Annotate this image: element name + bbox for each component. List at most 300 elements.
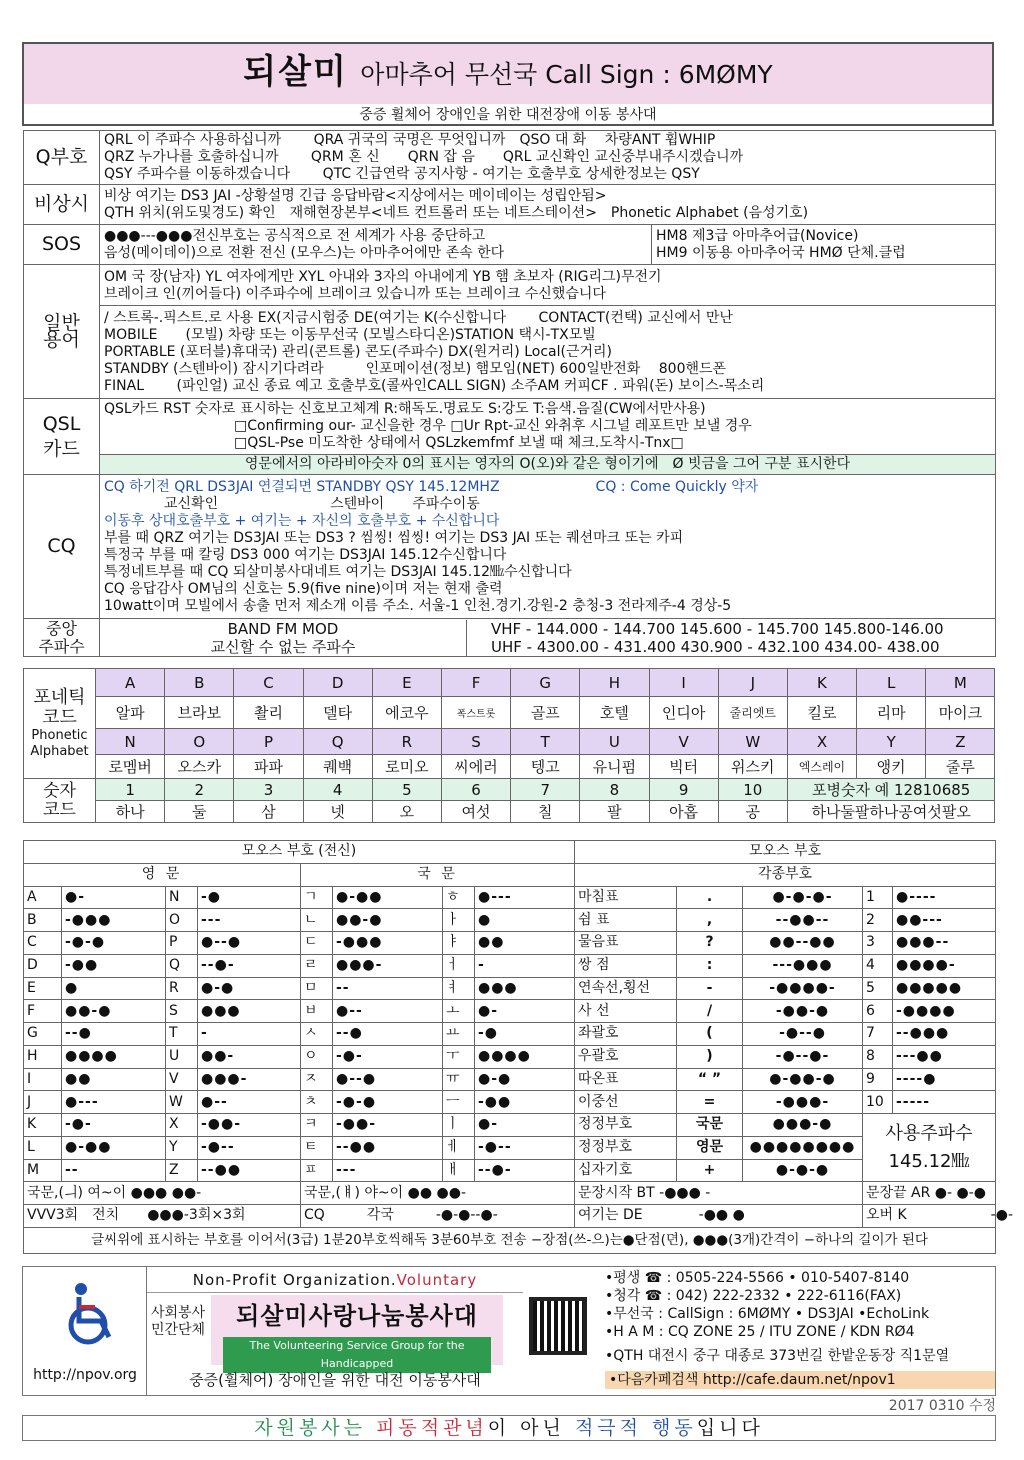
morse-symbol: 6 <box>863 1000 893 1023</box>
morse-symbol: 국문 <box>677 1114 743 1137</box>
phonetic-letter: N <box>96 729 165 755</box>
morse-misc-header: 각종부호 <box>575 863 996 886</box>
morse-extra-cell: 국문,(ㅢ) 여~이 ●●● ●●- <box>24 1182 301 1205</box>
morse-note-row <box>24 1227 996 1253</box>
qcode-line: QRL 이 주파수 사용하십니까 QRA 귀국의 국명은 무엇입니까 QSO 대 화 차량ANT 휩WHIP <box>104 132 716 148</box>
phonetic-letters-row <box>24 669 995 697</box>
revision-date: 2017 0310 수정 <box>888 1398 996 1414</box>
morse-code: ●●-● <box>62 1000 166 1023</box>
morse-code: -●-● <box>333 1091 443 1114</box>
sos-line: 음성(메이데이)으로 전환 전신 (모우스)는 아마추어에만 존속 한다 <box>104 244 505 261</box>
qsl-content <box>100 399 996 475</box>
morse-symbol: 1 <box>863 886 893 909</box>
phonetic-letter: J <box>718 669 787 697</box>
morse-symbol: : <box>677 954 743 977</box>
sos-label: SOS <box>24 225 100 265</box>
general-line: OM 국 장(남자) YL 여자에게만 XYL 아내와 3자의 아내에게 YB 햄 초보자 (RIG리그)무전기 <box>104 268 662 285</box>
morse-code: ●●-● <box>333 909 443 932</box>
sos-license <box>652 225 996 265</box>
morse-symbol: 사 선 <box>575 1000 677 1023</box>
morse-symbol: ㅜ <box>443 1045 475 1068</box>
morse-code: - <box>475 954 575 977</box>
qsl-note: 영문에서의 아라비아숫자 0의 표시는 영자의 O(오)와 같은 형이기에 Ø 빗금을 그어 구분 표시한다 <box>100 454 995 474</box>
morse-code: --- <box>333 1159 443 1182</box>
morse-code: ●● <box>62 1068 166 1091</box>
morse-code: ---●●● <box>743 954 863 977</box>
morse-symbol: P <box>166 932 198 955</box>
morse-symbol: ㅠ <box>443 1068 475 1091</box>
number-label-2: 코드 <box>43 799 76 820</box>
morse-symbol: Q <box>166 954 198 977</box>
phonetic-word: 인디아 <box>649 697 718 729</box>
phonetic-letter: I <box>649 669 718 697</box>
morse-code: -●●●● <box>893 1000 996 1023</box>
morse-row <box>24 886 996 909</box>
morse-symbol: ㅗ <box>443 1000 475 1023</box>
morse-code: --●- <box>198 954 301 977</box>
morse-symbol: 쌍 점 <box>575 954 677 977</box>
morse-symbol: K <box>24 1114 62 1137</box>
org-type <box>149 1305 207 1339</box>
phonetic-label-4: Alphabet <box>30 743 89 759</box>
morse-symbol: ㅊ <box>301 1091 333 1114</box>
number-digit: 5 <box>372 779 441 801</box>
morse-symbol: 쉼 표 <box>575 909 677 932</box>
morse-code: --● <box>62 1023 166 1046</box>
number-digit: 7 <box>511 779 580 801</box>
morse-symbol: ㄷ <box>301 932 333 955</box>
license-line: HM9 이동용 아마추어국 HMØ 단체.클럽 <box>656 244 906 261</box>
morse-symbol: V <box>166 1068 198 1091</box>
cq-line: 부를 때 QRZ 여기는 DS3JAI 또는 DS3 ? 씸씽! 씸씽! 여기는 DS3 JAI 또는 퀘션마크 또는 카피 <box>104 529 684 546</box>
morse-symbol: 좌괄호 <box>575 1023 677 1046</box>
morse-code: ●-- <box>333 1000 443 1023</box>
morse-code: -● <box>198 886 301 909</box>
morse-code: ●●●●● <box>893 977 996 1000</box>
morse-symbol: - <box>677 977 743 1000</box>
number-word: 하나 <box>96 801 165 823</box>
morse-table <box>23 840 1013 1254</box>
freq-row <box>24 619 996 657</box>
org-type-1: 사회봉사 <box>150 1305 206 1321</box>
morse-symbol: 십자기호 <box>575 1159 677 1182</box>
morse-code: ●-● <box>475 1068 575 1091</box>
npo-line <box>147 1267 523 1293</box>
morse-symbol: 따온표 <box>575 1068 677 1091</box>
morse-symbol: U <box>166 1045 198 1068</box>
phonetic-word: 유니펌 <box>580 755 649 779</box>
morse-extra-row <box>24 1182 996 1205</box>
morse-code: -●●● <box>333 932 443 955</box>
morse-symbol: 5 <box>863 977 893 1000</box>
morse-symbol: G <box>24 1023 62 1046</box>
number-words-row <box>24 801 995 823</box>
morse-symbol: ( <box>677 1023 743 1046</box>
phonetic-word: 알파 <box>96 697 165 729</box>
phonetic-word: 리마 <box>857 697 926 729</box>
morse-code: -●●●- <box>743 1091 863 1114</box>
morse-symbol: S <box>166 1000 198 1023</box>
morse-code: ●●●●- <box>893 954 996 977</box>
morse-symbol: , <box>677 909 743 932</box>
morse-symbol: ㅇ <box>301 1045 333 1068</box>
footer-box <box>22 1266 996 1396</box>
qsl-line: □QSL-Pse 미도착한 상태에서 QSLzkemfmf 보낼 때 체크.도착시-Tnx□ <box>234 434 684 451</box>
phonetic-letter: H <box>580 669 649 697</box>
freq-band-2: 교신할 수 없는 주파수 <box>210 637 356 656</box>
cq-line: CQ 응답감사 OM님의 신호는 5.9(five nine)이며 저는 현재 출력 <box>104 580 503 597</box>
morse-symbol: 우괄호 <box>575 1045 677 1068</box>
morse-symbol: M <box>24 1159 62 1182</box>
morse-symbol: 2 <box>863 909 893 932</box>
number-label-1: 숫자 <box>43 780 76 801</box>
phonetic-letter: B <box>165 669 234 697</box>
morse-symbol: ㅔ <box>443 1136 475 1159</box>
title-main: 되살미 <box>243 52 348 92</box>
org-line: 중증 휠체어 장애인을 위한 대전장애 이동 봉사대 <box>359 107 657 123</box>
contact-line: •H A M : CQ ZONE 25 / ITU ZONE / KDN RØ4 <box>605 1324 915 1340</box>
qcode-content <box>100 131 996 185</box>
general-content <box>100 265 996 399</box>
cafe-link[interactable]: •다음카페검색 http://cafe.daum.net/npov1 <box>605 1371 995 1389</box>
morse-extra-cell: 문장끝 AR ●- ●-● <box>863 1182 996 1205</box>
phonetic-table <box>23 668 995 823</box>
morse-code: -● <box>475 1023 575 1046</box>
cq-label: CQ <box>24 475 100 619</box>
morse-symbol: ㅓ <box>443 954 475 977</box>
morse-symbol: D <box>24 954 62 977</box>
morse-row <box>24 1159 996 1182</box>
morse-symbol: 7 <box>863 1023 893 1046</box>
phonetic-word: 골프 <box>511 697 580 729</box>
header-box <box>22 42 994 126</box>
contact-line: •평생 ☎ : 0505-224-5566 • 010-5407-8140 <box>605 1270 910 1286</box>
slogan-2: 피동적관념 <box>365 1417 488 1439</box>
morse-symbol: ㄹ <box>301 954 333 977</box>
morse-symbol: ㅎ <box>443 886 475 909</box>
morse-extra-cell: 문장시작 BT -●●● - <box>575 1182 863 1205</box>
number-word: 공 <box>718 801 787 823</box>
cq-line-1b: CQ : Come Quickly 약자 <box>595 478 759 495</box>
morse-code: ●●--●● <box>743 932 863 955</box>
qcode-line: QSY 주파수를 이동하겠습니다 QTC 긴급연락 공지사항 - 여기는 호출부호 상세한정보는 QSY <box>104 166 700 182</box>
morse-row <box>24 1023 996 1046</box>
morse-symbol: L <box>24 1136 62 1159</box>
morse-code: -- <box>333 977 443 1000</box>
phonetic-letter: Y <box>857 729 926 755</box>
qsl-label <box>24 399 100 475</box>
morse-code: ●--- <box>62 1091 166 1114</box>
morse-symbol: J <box>24 1091 62 1114</box>
morse-code: --●●● <box>893 1023 996 1046</box>
morse-code: --● <box>333 1023 443 1046</box>
number-word: 여섯 <box>441 801 510 823</box>
qsl-row <box>24 399 996 475</box>
morse-code: -●-- <box>198 1136 301 1159</box>
cq-line: 특정국 부를 때 칼링 DS3 000 여기는 DS3JAI 145.12수신합니다 <box>104 546 507 563</box>
phonetic-word: 호텔 <box>580 697 649 729</box>
morse-symbol: 3 <box>863 932 893 955</box>
number-digit: 6 <box>441 779 510 801</box>
morse-symbol: X <box>166 1114 198 1137</box>
morse-symbol: / <box>677 1000 743 1023</box>
morse-symbol: = <box>677 1091 743 1114</box>
emergency-line: 비상 여기는 DS3 JAI -상황설명 긴급 응답바람<지상에서는 메이데이는 성립안됨> <box>104 187 607 204</box>
morse-code: ●- <box>62 886 166 909</box>
morse-symbol: + <box>677 1159 743 1182</box>
morse-extra-cell: VVV3회 전치 ●●●-3회×3회 <box>24 1205 301 1228</box>
morse-symbol: 물음표 <box>575 932 677 955</box>
morse-code: --●- <box>475 1159 575 1182</box>
phonetic-word: 파파 <box>234 755 303 779</box>
freq-uhf: UHF - 4300.00 - 431.400 430.900 - 432.100 434.00- 438.00 <box>491 637 940 656</box>
morse-code: --- <box>198 909 301 932</box>
freq-label-2: 주파수 <box>38 636 85 656</box>
morse-code: ●-●●-● <box>743 1068 863 1091</box>
phonetic-word: 퀘백 <box>303 755 372 779</box>
cq-content <box>100 475 996 619</box>
morse-symbol: 4 <box>863 954 893 977</box>
qsl-line: □Confirming our- 교신을한 경우 □Ur Rpt-교신 와취후 시그널 레포트만 보낼 경우 <box>234 417 752 434</box>
morse-extra-cell: CQ 각국 -●-●--●- <box>301 1205 575 1228</box>
sos-row <box>24 225 996 265</box>
number-label <box>24 779 96 823</box>
morse-code: -●- <box>333 1045 443 1068</box>
morse-symbol: Y <box>166 1136 198 1159</box>
slogan-4: 적극적 행동 <box>574 1417 697 1439</box>
morse-subtitle-row <box>24 863 996 886</box>
org-area <box>147 1267 523 1395</box>
morse-code: ●- <box>475 1114 575 1137</box>
morse-row <box>24 1000 996 1023</box>
number-digit: 8 <box>580 779 649 801</box>
morse-symbol: 마침표 <box>575 886 677 909</box>
morse-code: ----- <box>893 1091 996 1114</box>
morse-code: -●●- <box>198 1114 301 1137</box>
sos-line: ●●●---●●●전신부호는 공식적으로 전 세계가 사용 중단하고 <box>104 227 486 244</box>
org-url[interactable]: http://npov.org <box>33 1367 137 1383</box>
qsl-label-2: 카드 <box>43 437 80 460</box>
phonetic-letter: O <box>165 729 234 755</box>
morse-symbol: ㅅ <box>301 1023 333 1046</box>
morse-symbol: ㅣ <box>443 1114 475 1137</box>
general-line: / 스트록-.픽스트.로 사용 EX(지금시험중 DE(여기는 K(수신합니다 CONTACT(컨택) 교신에서 만난 <box>104 309 733 326</box>
morse-symbol: A <box>24 886 62 909</box>
reference-table <box>23 130 996 657</box>
morse-code: ●●--- <box>893 909 996 932</box>
morse-symbol: ? <box>677 932 743 955</box>
number-digit: 1 <box>96 779 165 801</box>
qr-code-icon[interactable] <box>529 1297 587 1355</box>
phonetic-letter: S <box>441 729 510 755</box>
org-bottom: 중증(휠체어) 장애인을 위한 대전 이동봉사대 <box>189 1371 481 1389</box>
contact-line: •청각 ☎ : 042) 222-2332 • 222-6116(FAX) <box>605 1288 902 1304</box>
morse-note: 글씨위에 표시하는 부호를 이어서(3급) 1분20부호씩해독 3분60부호 전송 −장점(쓰-으)는●단점(뎐), ●●●(3개)간격이 −하나의 길이가 된다 <box>24 1227 996 1253</box>
morse-symbol: 9 <box>863 1068 893 1091</box>
slogan <box>22 1415 996 1441</box>
morse-code: ●●● <box>198 1000 301 1023</box>
morse-symbol: B <box>24 909 62 932</box>
morse-code: -●●●●- <box>743 977 863 1000</box>
freq-label-1: 중앙 <box>46 618 77 638</box>
phonetic-letter: V <box>649 729 718 755</box>
phonetic-label-2: 코드 <box>42 706 77 728</box>
morse-code: ●●●● <box>62 1045 166 1068</box>
phonetic-letter: R <box>372 729 441 755</box>
number-digit: 9 <box>649 779 718 801</box>
morse-code: ●--● <box>198 932 301 955</box>
morse-symbol: N <box>166 886 198 909</box>
morse-row <box>24 954 996 977</box>
phonetic-word: 오스카 <box>165 755 234 779</box>
qsl-line: QSL카드 RST 숫자로 표시하는 신호보고체계 R:해독도.명료도 S:강도 T:음색.음질(CW에서만사용) <box>104 400 706 417</box>
phonetic-word: 엑스레이 <box>787 755 856 779</box>
number-digit: 4 <box>303 779 372 801</box>
npo-text: Non-Profit Organization. <box>192 1271 397 1289</box>
emergency-line: QTH 위치(위도및경도) 확인 재해현장본부<네트 컨트롤러 또는 네트스테이션> Phonetic Alphabet (음성기호) <box>104 204 809 221</box>
emergency-content <box>100 185 996 225</box>
freq-content <box>100 619 996 657</box>
license-line: HM8 제3급 아마추어급(Novice) <box>656 227 859 244</box>
morse-code: -●--●- <box>743 1045 863 1068</box>
morse-symbol: 정정부호 <box>575 1114 677 1137</box>
number-digits-row <box>24 779 995 801</box>
qsl-label-1: QSL <box>42 412 81 435</box>
freq-box-value: 145.12㎒ <box>888 1150 970 1172</box>
morse-symbol: ㅑ <box>443 932 475 955</box>
number-example: 포병숫자 예 12810685 <box>787 779 995 801</box>
wheelchair-logo-icon <box>51 1281 121 1351</box>
qcode-label: Q부호 <box>24 131 100 185</box>
phonetic-word: 폭스트롯 <box>441 697 510 729</box>
phonetic-word: 텡고 <box>511 755 580 779</box>
cq-line: 교신확인 스텐바이 주파수이동 <box>164 495 480 512</box>
morse-symbol: ㅐ <box>443 1159 475 1182</box>
morse-code: ● <box>62 977 166 1000</box>
phonetic-letter: G <box>511 669 580 697</box>
morse-symbol: ㅈ <box>301 1068 333 1091</box>
title-sub: 아마추어 무선국 Call Sign : 6MØMY <box>360 60 773 89</box>
morse-code: ●-●-● <box>743 1159 863 1182</box>
phonetic-letter: P <box>234 729 303 755</box>
morse-symbol: 이중선 <box>575 1091 677 1114</box>
morse-code: -●●- <box>333 1114 443 1137</box>
morse-code: ●●●-● <box>743 1114 863 1137</box>
morse-symbol: E <box>24 977 62 1000</box>
morse-symbol: H <box>24 1045 62 1068</box>
qcode-row <box>24 131 996 185</box>
general-label-2: 용어 <box>43 328 80 351</box>
morse-code: ●●●- <box>333 954 443 977</box>
voluntary-text: Voluntary <box>396 1271 478 1289</box>
morse-symbol: ㄱ <box>301 886 333 909</box>
morse-symbol: T <box>166 1023 198 1046</box>
morse-code: -●-● <box>62 932 166 955</box>
general-row <box>24 265 996 399</box>
morse-code: -●● <box>475 1091 575 1114</box>
emergency-row <box>24 185 996 225</box>
general-line: STANDBY (스텐바이) 잠시기다려라 인포메이션(정보) 햄모임(NET) 600일반전화 800핸드폰 <box>104 360 727 377</box>
number-word: 삼 <box>234 801 303 823</box>
number-word: 아홉 <box>649 801 718 823</box>
page-title <box>24 44 992 104</box>
phonetic-word: 델타 <box>303 697 372 729</box>
number-word: 오 <box>372 801 441 823</box>
phonetic-word: 줄루 <box>926 755 995 779</box>
freq-band <box>100 620 467 656</box>
freq-vhf: VHF - 144.000 - 144.700 145.600 - 145.700 145.800-146.00 <box>491 619 944 638</box>
freq-box <box>863 1114 996 1182</box>
morse-symbol: ㅍ <box>301 1159 333 1182</box>
org-type-2: 민간단체 <box>150 1322 206 1338</box>
phonetic-word: 브라보 <box>165 697 234 729</box>
morse-code: -●--● <box>743 1023 863 1046</box>
morse-symbol: C <box>24 932 62 955</box>
freq-band-1: BAND FM MOD <box>227 619 339 638</box>
phonetic-word: 줄리엣트 <box>718 697 787 729</box>
number-word: 칠 <box>511 801 580 823</box>
morse-symbol: F <box>24 1000 62 1023</box>
phonetic-word: 마이크 <box>926 697 995 729</box>
contact-line: •무선국 : CallSign : 6MØMY • DS3JAI •EchoLink <box>605 1306 930 1322</box>
morse-code: --●●-- <box>743 909 863 932</box>
phonetic-letter: Q <box>303 729 372 755</box>
phonetic-letter: X <box>787 729 856 755</box>
morse-symbol: 10 <box>863 1091 893 1114</box>
morse-row <box>24 1091 996 1114</box>
morse-symbol: 정정부호 <box>575 1136 677 1159</box>
morse-symbol: ㅋ <box>301 1114 333 1137</box>
phonetic-letter: K <box>787 669 856 697</box>
general-label-1: 일반 <box>43 311 80 334</box>
morse-code: ●●●- <box>198 1068 301 1091</box>
org-name-box <box>211 1295 503 1370</box>
morse-row <box>24 1045 996 1068</box>
emergency-label: 비상시 <box>24 185 100 225</box>
number-example-word: 하나둘팔하나공여섯팔오 <box>787 801 995 823</box>
general-label <box>24 265 100 399</box>
number-word: 팔 <box>580 801 649 823</box>
phonetic-word: 위스키 <box>718 755 787 779</box>
phonetic-words-row <box>24 755 995 779</box>
morse-code: ● <box>475 909 575 932</box>
general-line: 브레이크 인(끼어들다) 이주파수에 브레이크 있습니까 또는 브레이크 수신했습니다 <box>100 286 995 306</box>
freq-label <box>24 619 100 657</box>
phonetic-word: 앵키 <box>857 755 926 779</box>
qcode-line: QRZ 누가나를 호출하십니까 QRM 혼 신 QRN 잡 음 QRL 교신확인 교신중부내주시겠습니까 <box>104 149 744 165</box>
org-name: 되살미사랑나눔봉사대 <box>236 1302 478 1330</box>
cq-line: 이동후 상대호출부호 + 여기는 + 자신의 호출부호 + 수신합니다 <box>104 512 500 529</box>
phonetic-letter: E <box>372 669 441 697</box>
morse-code: --●● <box>333 1136 443 1159</box>
phonetic-letters-row <box>24 729 995 755</box>
morse-symbol: ㅕ <box>443 977 475 1000</box>
morse-code: -●-- <box>475 1136 575 1159</box>
morse-title-left: 모오스 부호 (전신) <box>24 841 575 864</box>
morse-code: - <box>198 1023 301 1046</box>
morse-symbol: . <box>677 886 743 909</box>
morse-symbol: ㅏ <box>443 909 475 932</box>
number-digit: 10 <box>718 779 787 801</box>
morse-title-row <box>24 841 996 864</box>
morse-code: -●●● <box>62 909 166 932</box>
morse-title-right: 모오스 부호 <box>575 841 996 864</box>
morse-code: ●●●● <box>475 1045 575 1068</box>
slogan-1: 자원봉사는 <box>254 1417 366 1439</box>
morse-row <box>24 932 996 955</box>
morse-extra-row <box>24 1205 996 1228</box>
slogan-3: 이 아닌 <box>487 1417 575 1439</box>
